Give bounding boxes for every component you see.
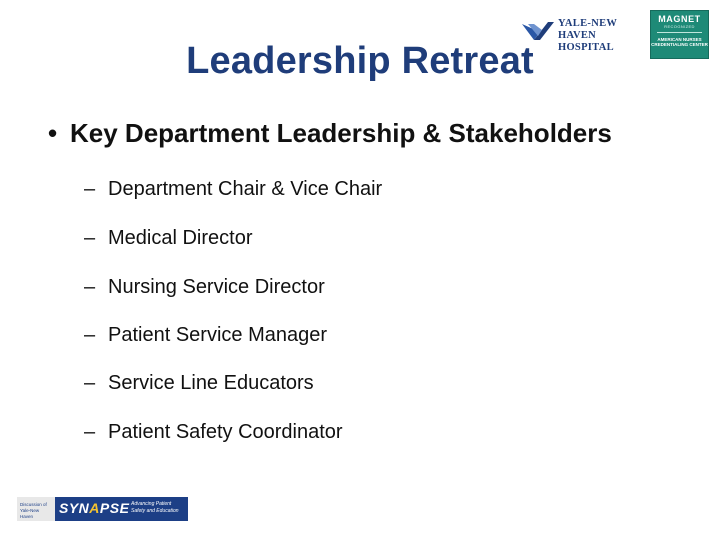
bullet-dot: • [48, 118, 58, 148]
sub-bullet-dash: – [84, 276, 96, 298]
sub-bullet-text: Patient Safety Coordinator [108, 421, 343, 443]
magnet-title: MAGNET [658, 14, 701, 24]
sub-bullet-text: Department Chair & Vice Chair [108, 178, 383, 200]
magnet-org [651, 37, 708, 47]
synapse-logo [17, 497, 188, 521]
synapse-word-a: SYN [59, 500, 90, 516]
magnet-badge [650, 10, 709, 59]
sub-bullet-text: Medical Director [108, 227, 253, 249]
sub-bullet [84, 178, 382, 201]
sub-bullet-text: Nursing Service Director [108, 276, 325, 298]
sub-bullet [84, 276, 325, 299]
sub-bullet [84, 324, 327, 347]
magnet-subtitle: RECOGNIZED [664, 24, 695, 29]
sub-bullet [84, 421, 343, 444]
main-bullet-text: Key Department Leadership & Stakeholders [70, 118, 612, 148]
magnet-divider [657, 32, 702, 33]
sub-bullet-text: Service Line Educators [108, 372, 314, 394]
magnet-org-line1: AMERICAN NURSES [657, 37, 702, 42]
sub-bullet-dash: – [84, 178, 96, 200]
synapse-wordmark [59, 500, 129, 516]
sub-bullet-dash: – [84, 421, 96, 443]
ynhh-line2: HOSPITAL [558, 42, 614, 53]
main-bullet [48, 118, 612, 149]
sub-bullet-dash: – [84, 324, 96, 346]
ynhh-bird-icon [520, 20, 556, 46]
sub-bullet-text: Patient Service Manager [108, 324, 328, 346]
sub-bullet [84, 227, 252, 250]
ynhh-wordmark [558, 18, 650, 54]
sub-bullet [84, 372, 314, 395]
sub-bullet-dash: – [84, 227, 96, 249]
magnet-org-line2: CREDENTIALING CENTER [651, 42, 708, 47]
synapse-word-b: A [89, 500, 100, 516]
ynhh-line1: YALE-NEW HAVEN [558, 18, 618, 41]
synapse-tagline: Advancing Patient Safety and Education [131, 501, 179, 514]
synapse-credit: Discussion of Yale-New Haven [17, 497, 55, 521]
ynhh-logo [520, 16, 650, 53]
synapse-word-c: PSE [99, 500, 130, 516]
sub-bullet-dash: – [84, 372, 96, 394]
slide-title: Leadership Retreat [186, 40, 534, 82]
